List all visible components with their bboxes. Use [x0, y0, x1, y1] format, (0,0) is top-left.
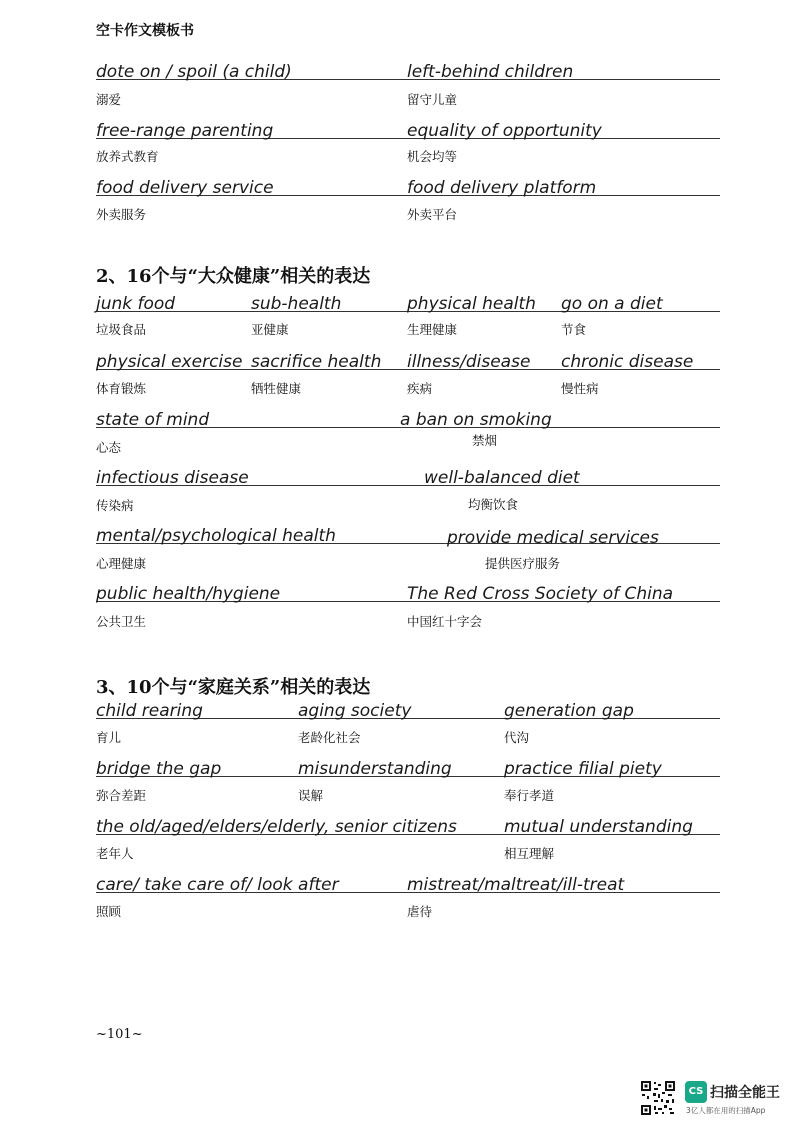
phrase-cn: 机会均等: [407, 149, 458, 164]
phrase-cn: 中国红十字会: [407, 614, 483, 629]
phrase-en: free-range parenting: [96, 121, 274, 141]
brand-tagline: 3亿人都在用的扫描App: [686, 1106, 766, 1115]
phrase-en: provide medical services: [447, 528, 659, 548]
phrase-cn: 代沟: [504, 730, 530, 745]
phrase-cn: 奉行孝道: [504, 788, 555, 803]
phrase-en: practice filial piety: [504, 759, 662, 779]
qr-code-icon: [640, 1080, 676, 1116]
phrase-en: food delivery platform: [407, 178, 597, 198]
phrase-en: sacrifice health: [251, 352, 382, 372]
phrase-cn: 老年人: [96, 846, 134, 861]
phrase-cn: 体育锻炼: [96, 381, 147, 396]
phrase-cn: 垃圾食品: [96, 322, 147, 337]
phrase-cn: 溺爱: [96, 92, 122, 107]
phrase-cn: 传染病: [96, 498, 134, 513]
phrase-cn: 外卖服务: [96, 207, 147, 222]
phrase-en: child rearing: [96, 701, 203, 721]
phrase-cn: 相互理解: [504, 846, 555, 861]
phrase-en: dote on / spoil (a child): [96, 62, 292, 82]
phrase-en: The Red Cross Society of China: [407, 584, 674, 604]
phrase-cn: 生理健康: [407, 322, 458, 337]
phrase-en: mutual understanding: [504, 817, 693, 837]
camscanner-logo-icon: CS: [685, 1081, 707, 1103]
phrase-cn: 均衡饮食: [468, 497, 519, 512]
phrase-en: junk food: [96, 294, 176, 314]
section-title-public-health: 2、16个与“大众健康”相关的表达: [96, 266, 371, 287]
phrase-en: sub-health: [251, 294, 342, 314]
phrase-en: state of mind: [96, 410, 210, 430]
section-title-family-relations: 3、10个与“家庭关系”相关的表达: [96, 677, 371, 698]
phrase-en: mental/psychological health: [96, 526, 336, 546]
phrase-en: a ban on smoking: [400, 410, 552, 430]
phrase-cn: 老龄化社会: [298, 730, 361, 745]
phrase-en: illness/disease: [407, 352, 531, 372]
phrase-en: generation gap: [504, 701, 634, 721]
scanner-watermark: [640, 1080, 790, 1120]
phrase-cn: 放养式教育: [96, 149, 159, 164]
phrase-en: aging society: [298, 701, 412, 721]
phrase-en: infectious disease: [96, 468, 249, 488]
phrase-en: the old/aged/elders/elderly, senior citizens: [96, 817, 457, 837]
brand-name: 扫描全能王: [710, 1085, 780, 1101]
phrase-cn: 育儿: [96, 730, 122, 745]
phrase-cn: 外卖平台: [407, 207, 458, 222]
phrase-en: go on a diet: [561, 294, 663, 314]
phrase-cn: 牺牲健康: [251, 381, 302, 396]
phrase-cn: 亚健康: [251, 322, 289, 337]
phrase-cn: 提供医疗服务: [485, 556, 561, 571]
phrase-cn: 照顾: [96, 904, 122, 919]
phrase-cn: 疾病: [407, 381, 433, 396]
book-title: 空卡作文模板书: [96, 23, 194, 39]
phrase-en: equality of opportunity: [407, 121, 602, 141]
phrase-en: public health/hygiene: [96, 584, 281, 604]
phrase-cn: 心态: [96, 440, 122, 455]
phrase-en: chronic disease: [561, 352, 694, 372]
phrase-en: physical health: [407, 294, 536, 314]
phrase-cn: 虐待: [407, 904, 433, 919]
phrase-cn: 弥合差距: [96, 788, 147, 803]
phrase-cn: 节食: [561, 322, 587, 337]
phrase-cn: 公共卫生: [96, 614, 147, 629]
phrase-en: well-balanced diet: [424, 468, 580, 488]
page-number: ~101~: [96, 1027, 143, 1042]
phrase-cn: 慢性病: [561, 381, 599, 396]
phrase-en: care/ take care of/ look after: [96, 875, 339, 895]
phrase-cn: 心理健康: [96, 556, 147, 571]
phrase-en: left-behind children: [407, 62, 574, 82]
phrase-en: misunderstanding: [298, 759, 452, 779]
phrase-cn: 误解: [298, 788, 324, 803]
phrase-en: bridge the gap: [96, 759, 222, 779]
phrase-en: physical exercise: [96, 352, 243, 372]
phrase-en: food delivery service: [96, 178, 274, 198]
phrase-cn: 禁烟: [472, 433, 498, 448]
phrase-cn: 留守儿童: [407, 92, 458, 107]
phrase-en: mistreat/maltreat/ill-treat: [407, 875, 625, 895]
